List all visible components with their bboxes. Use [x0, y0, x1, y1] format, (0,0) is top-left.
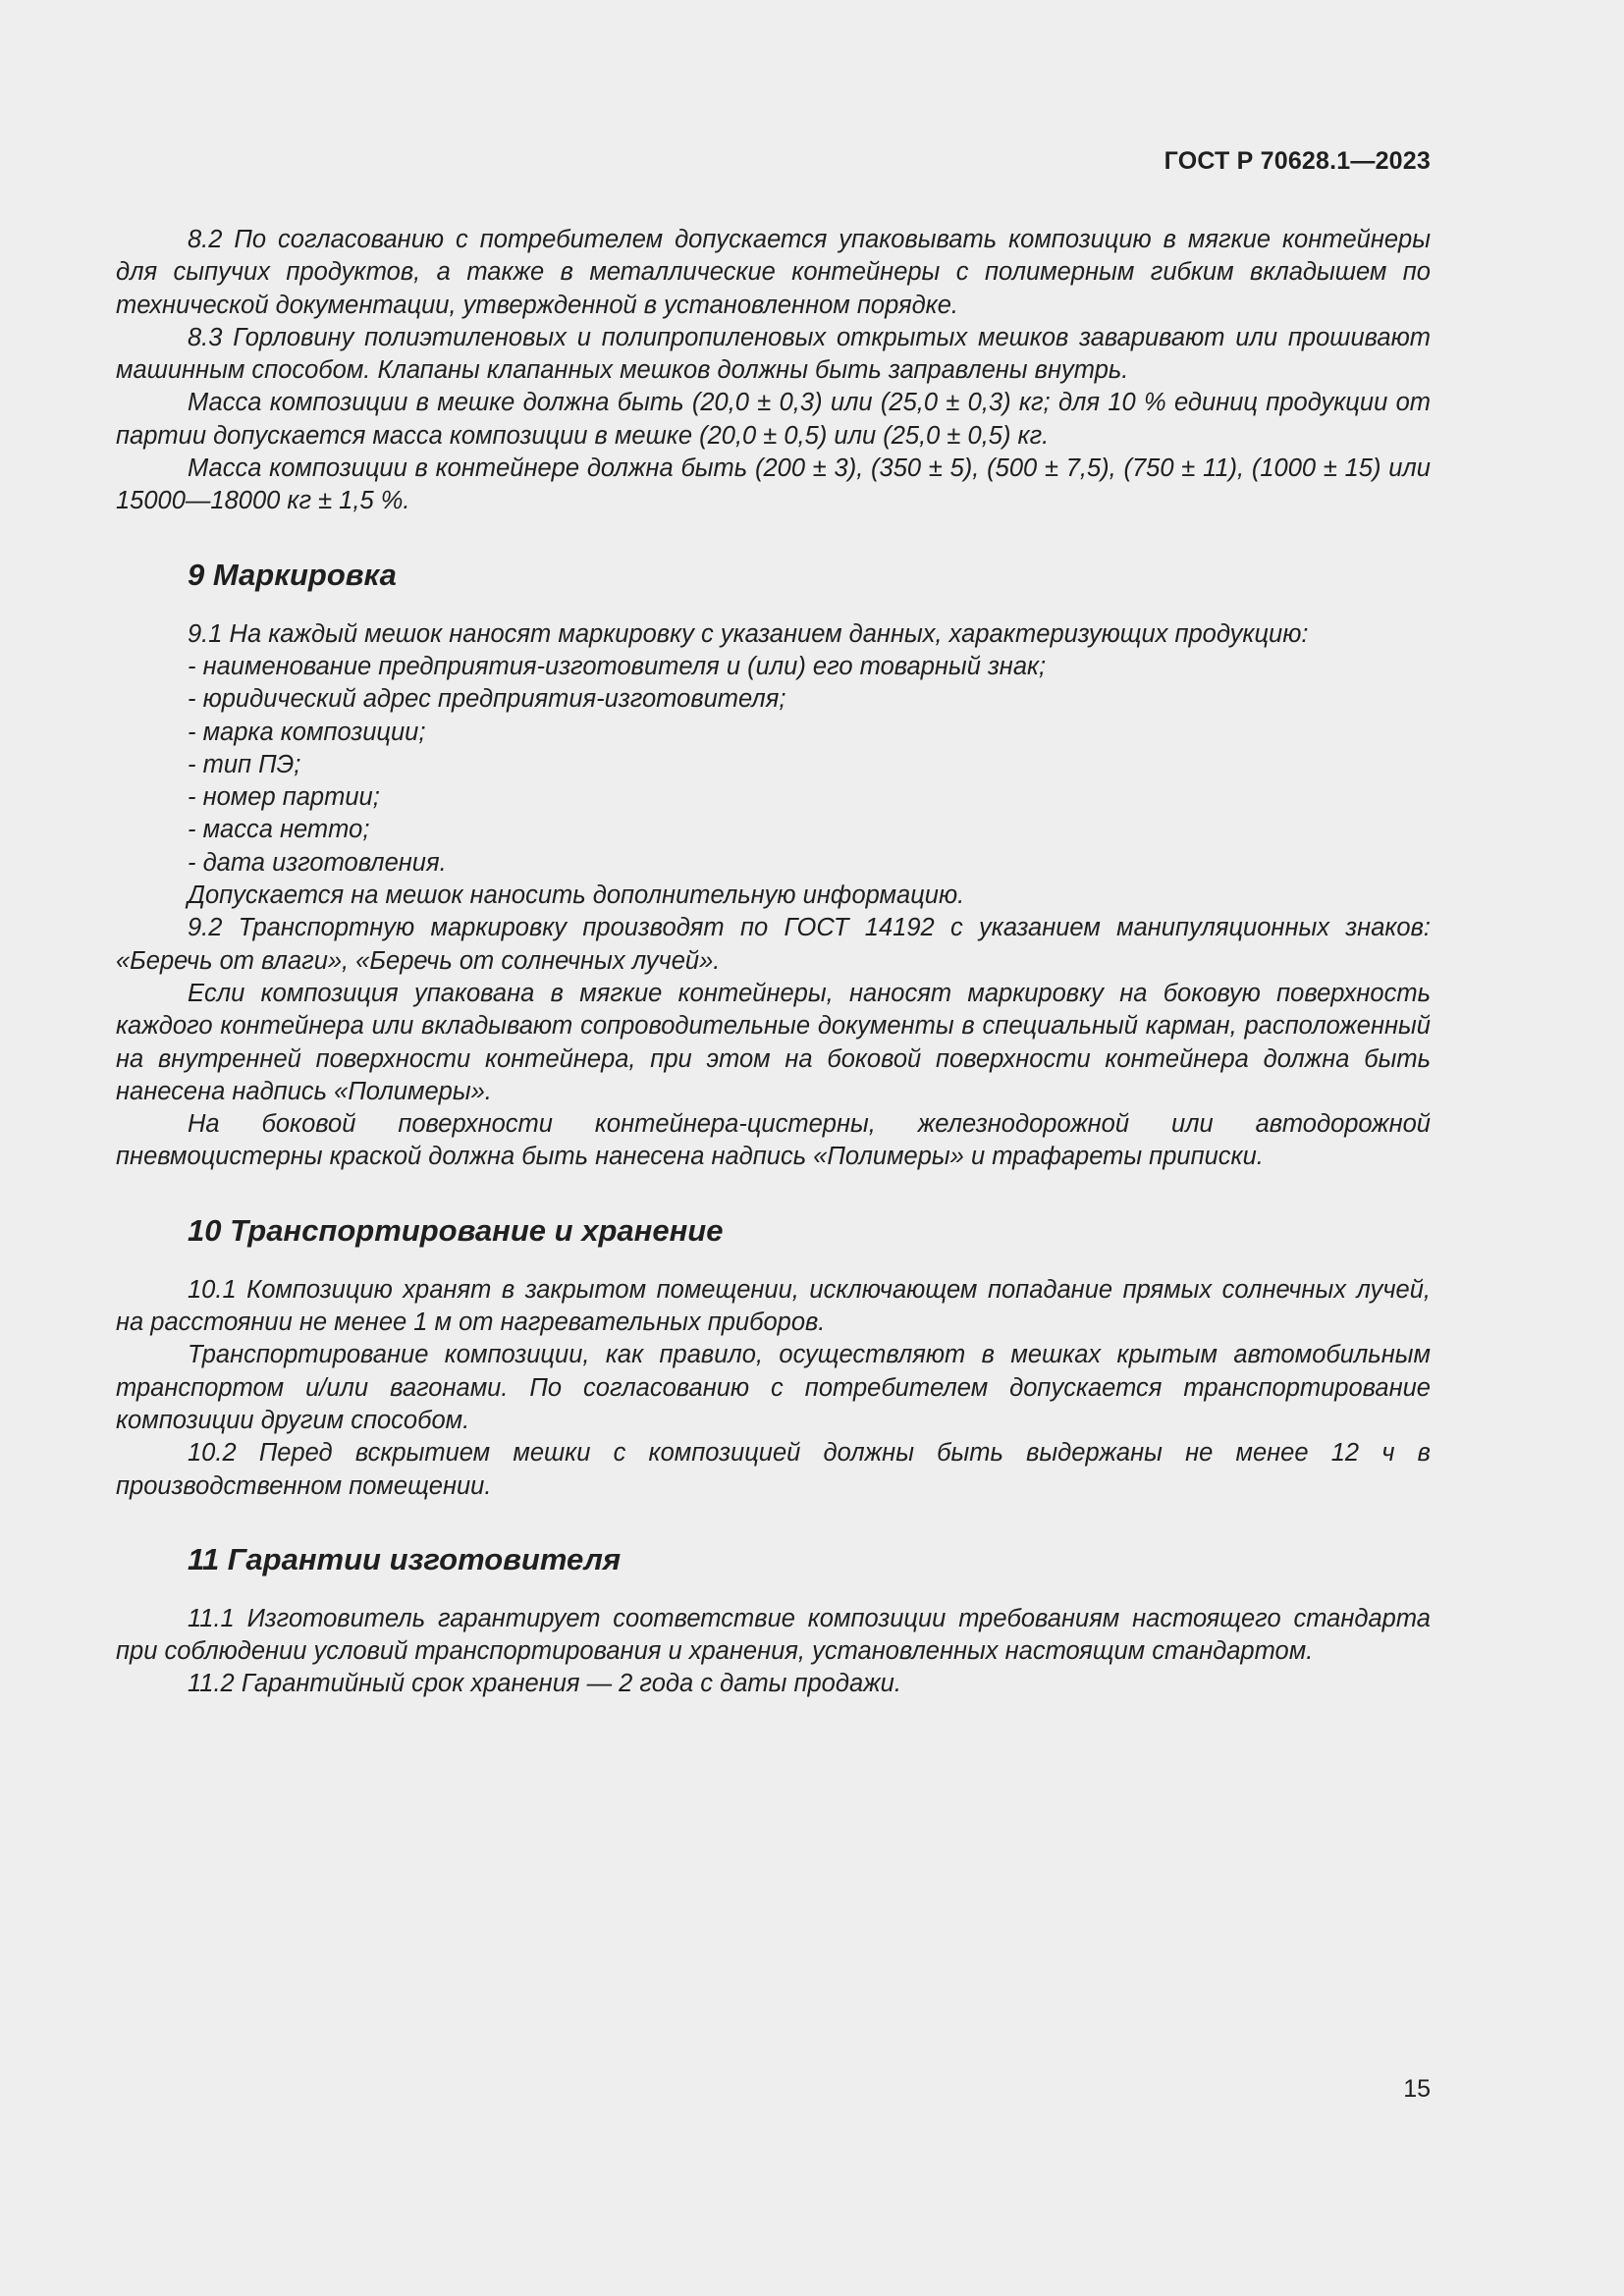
document-code: ГОСТ Р 70628.1—2023	[1164, 147, 1431, 175]
list-item: - масса нетто;	[188, 816, 370, 844]
page-content	[116, 224, 1431, 1701]
paragraph-11-1: 11.1 Изготовитель гарантирует соответствие композиции требованиям настоящего стандарта при соблюдении условий транспортирования и хранения, установленных настоящим стандартом.	[116, 1604, 1431, 1666]
paragraph-10-2: 10.2 Перед вскрытием мешки с композицией должны быть выдержаны не менее 12 ч в производственном помещении.	[116, 1439, 1431, 1500]
marking-list	[116, 651, 1431, 880]
paragraph-11-2: 11.2 Гарантийный срок хранения — 2 года с даты продажи.	[188, 1670, 901, 1698]
paragraph-8-2: 8.2 По согласованию с потребителем допускается упаковывать композицию в мягкие контейнеры для сыпучих продуктов, а также в металлические контейнеры с полимерным гибким вкладышем по технической документации, утвержденной в установленном порядке.	[116, 226, 1431, 319]
paragraph-10-1: 10.1 Композицию хранят в закрытом помещении, исключающем попадание прямых солнечных лучей, на расстоянии не менее 1 м от нагревательных приборов.	[116, 1275, 1431, 1337]
paragraph-9-1: 9.1 На каждый мешок наносят маркировку с указанием данных, характеризующих продукцию:	[188, 619, 1309, 648]
list-item: - наименование предприятия-изготовителя и (или) его товарный знак;	[188, 652, 1047, 680]
list-item: - тип ПЭ;	[188, 750, 301, 778]
paragraph-bag-mass: Масса композиции в мешке должна быть (20,0 ± 0,3) или (25,0 ± 0,3) кг; для 10 % единиц продукции от партии допускается масса композиции в мешке (20,0 ± 0,5) или (25,0 ± 0,5) кг.	[116, 389, 1431, 450]
page-number: 15	[1403, 2075, 1431, 2103]
section-heading-warranty: 11 Гарантии изготовителя	[188, 1541, 622, 1576]
list-item: - дата изготовления.	[188, 848, 447, 877]
list-item: - юридический адрес предприятия-изготовителя;	[188, 685, 786, 714]
section-heading-transport-storage: 10 Транспортирование и хранение	[188, 1212, 724, 1248]
paragraph-additional-info: Допускается на мешок наносить дополнительную информацию.	[188, 881, 965, 910]
paragraph-9-2: 9.2 Транспортную маркировку производят по ГОСТ 14192 с указанием манипуляционных знаков: «Беречь от влаги», «Беречь от солнечных лучей».	[116, 914, 1431, 975]
paragraph-soft-containers: Если композиция упакована в мягкие контейнеры, наносят маркировку на боковую поверхность каждого контейнера или вкладывают сопроводительные документы в специальный карман, расположенный на внутренней поверхности контейнера, при этом на боковой поверхности контейнера должна быть нанесена надпись «Полимеры».	[116, 979, 1431, 1105]
list-item: - номер партии;	[188, 783, 380, 812]
paragraph-transportation: Транспортирование композиции, как правило, осуществляют в мешках крытым автомобильным транспортом и/или вагонами. По согласованию с потребителем допускается транспортирование композиции другим способом.	[116, 1341, 1431, 1434]
list-item: - марка композиции;	[188, 718, 426, 746]
paragraph-8-3: 8.3 Горловину полиэтиленовых и полипропиленовых открытых мешков заваривают или прошивают машинным способом. Клапаны клапанных мешков должны быть заправлены внутрь.	[116, 323, 1431, 385]
paragraph-container-mass: Масса композиции в контейнере должна быть (200 ± 3), (350 ± 5), (500 ± 7,5), (750 ± 11), (1000 ± 15) или 15000—18000 кг ± 1,5 %.	[116, 454, 1431, 515]
section-heading-marking: 9 Маркировка	[188, 557, 397, 592]
paragraph-tank-container: На боковой поверхности контейнера-цистерны, железнодорожной или автодорожной пневмоцистерны краской должна быть нанесена надпись «Полимеры» и трафареты приписки.	[116, 1110, 1431, 1171]
